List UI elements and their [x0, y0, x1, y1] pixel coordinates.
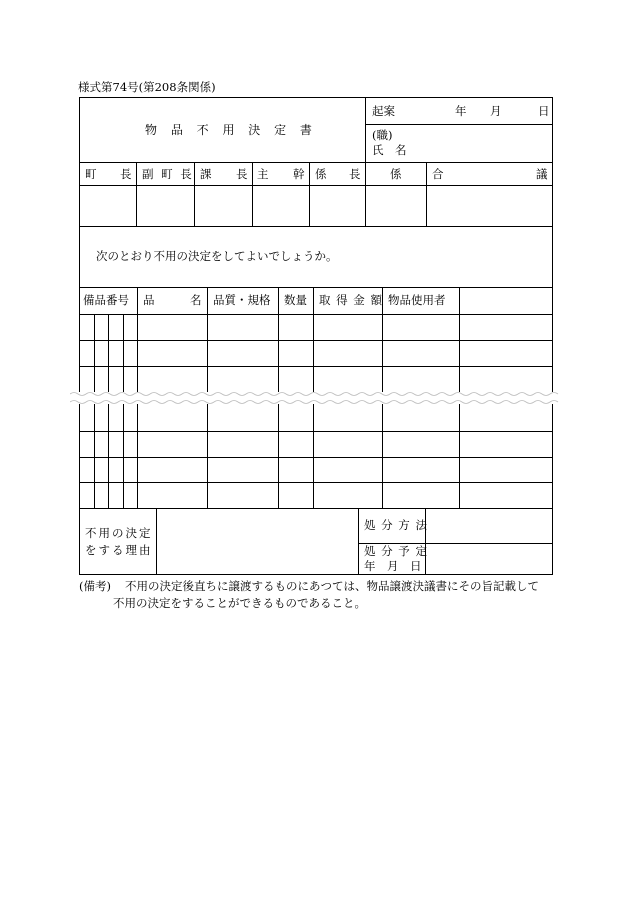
approval-chocho-2: 長 — [120, 167, 132, 181]
disposal-date-label-line1: 処 分 予 定 — [364, 544, 428, 558]
kian-year-label: 年 — [455, 104, 467, 118]
reason-label-line2: をする理由 — [85, 543, 153, 557]
approval-kakaricho-1: 係 — [315, 167, 327, 181]
header-hinmei-2: 名 — [190, 293, 202, 307]
disposal-method-label: 処 分 方 法 — [364, 518, 428, 532]
request-message: 次のとおり不用の決定をしてよいでしょうか。 — [96, 249, 338, 263]
document-title: 物 品 不 用 決 定 書 — [145, 123, 317, 137]
header-hinshitsu: 品質・規格 — [213, 293, 271, 307]
header-bihin-bango: 備品番号 — [83, 293, 129, 307]
approval-kakari: 係 — [390, 167, 402, 181]
note-label: (備考) — [79, 579, 111, 593]
reason-label-line1: 不用の決定 — [85, 526, 153, 540]
omission-break-mark — [70, 389, 562, 407]
approval-shukan-2: 幹 — [293, 167, 305, 181]
approval-fukucho: 副 町 長 — [142, 167, 194, 181]
kian-label: 起案 — [372, 104, 395, 118]
name-label: 氏 名 — [372, 143, 407, 157]
approval-chocho-1: 町 — [85, 167, 97, 181]
kian-month-label: 月 — [490, 104, 502, 118]
header-kingaku: 取 得 金 額 — [319, 293, 383, 307]
position-label: (職) — [372, 128, 393, 142]
disposal-date-label-line2: 年 月 日 — [364, 559, 422, 573]
header-suryo: 数量 — [284, 293, 307, 307]
approval-gougi-2: 議 — [536, 167, 548, 181]
kian-day-label: 日 — [538, 104, 550, 118]
header-hinmei-1: 品 — [143, 293, 155, 307]
approval-kacho-2: 長 — [236, 167, 248, 181]
note-line1: 不用の決定後直ちに譲渡するものにあつては、物品譲渡決議書にその旨記載して — [125, 579, 539, 593]
form-number-label: 様式第74号(第208条関係) — [78, 80, 216, 94]
note-line2: 不用の決定をすることができるものであること。 — [113, 596, 366, 610]
approval-kakaricho-2: 長 — [349, 167, 361, 181]
approval-gougi-1: 合 — [432, 167, 444, 181]
header-shiyosha: 物品使用者 — [388, 293, 446, 307]
approval-shukan-1: 主 — [257, 167, 269, 181]
approval-kacho-1: 課 — [200, 167, 212, 181]
